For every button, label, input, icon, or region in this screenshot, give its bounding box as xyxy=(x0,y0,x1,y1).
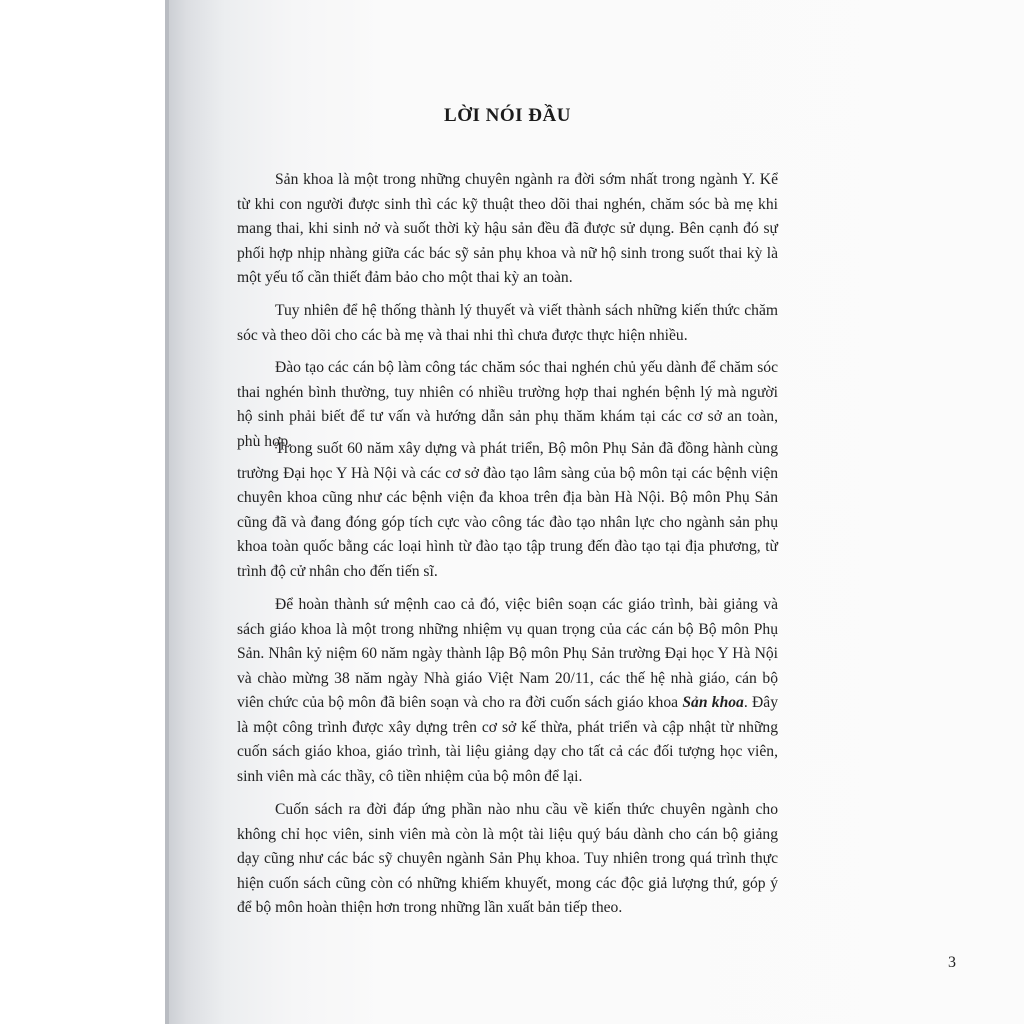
paragraph-3: Đào tạo các cán bộ làm công tác chăm sóc thai nghén chủ yếu dành để chăm sóc thai nghén bình thường, tuy nhiên có nhiều trường hợp thai nghén bệnh lý mà người hộ sinh phải biết để tư vấn và hướng dẫn sản phụ thăm khám tại các cơ sở an toàn, phù hợp. xyxy=(237,359,778,450)
book-title-emphasis: Sản khoa xyxy=(682,694,744,711)
paragraph-5-after: . Đây là một công trình được xây dựng trên cơ sở kế thừa, phát triển và cập nhật từ những cuốn sách giáo khoa, giáo trình, tài liệu giảng dạy cho tất cả các đối tượng học viên, sinh viên mà các thầy, cô tiền nhiệm của bộ môn để lại. xyxy=(237,694,778,785)
paragraph-6: Cuốn sách ra đời đáp ứng phần nào nhu cầu về kiến thức chuyên ngành cho không chỉ học viên, sinh viên mà còn là một tài liệu quý báu dành cho cán bộ giảng dạy cũng như các bác sỹ chuyên ngành Sản Phụ khoa. Tuy nhiên trong quá trình thực hiện cuốn sách cũng còn có những khiếm khuyết, mong các độc giả lượng thứ, góp ý để bộ môn hoàn thiện hơn trong những lần xuất bản tiếp theo. xyxy=(237,801,778,916)
paragraph-4: Trong suốt 60 năm xây dựng và phát triển, Bộ môn Phụ Sản đã đồng hành cùng trường Đại học Y Hà Nội và các cơ sở đào tạo lâm sàng của bộ môn tại các bệnh viện chuyên khoa cũng như các bệnh viện đa khoa trên địa bàn Hà Nội. Bộ môn Phụ Sản cũng đã và đang đóng góp tích cực vào công tác đào tạo nhân lực cho ngành sản phụ khoa toàn quốc bằng các loại hình từ đào tạo tập trung đến đào tạo tại địa phương, từ trình độ cử nhân cho đến tiến sĩ. xyxy=(237,440,778,580)
paragraph-5-before: Để hoàn thành sứ mệnh cao cả đó, việc biên soạn các giáo trình, bài giảng và sách giáo khoa là một trong những nhiệm vụ quan trọng của các cán bộ Bộ môn Phụ Sản. Nhân kỷ niệm 60 năm ngày thành lập Bộ môn Phụ Sản trường Đại học Y Hà Nội và chào mừng 38 năm ngày Nhà giáo Việt Nam 20/11, các thế hệ nhà giáo, cán bộ viên chức của bộ môn đã biên soạn và cho ra đời cuốn sách giáo khoa xyxy=(237,596,778,711)
paragraph-5 xyxy=(237,593,778,789)
paragraph-2: Tuy nhiên để hệ thống thành lý thuyết và viết thành sách những kiến thức chăm sóc và theo dõi cho các bà mẹ và thai nhi thì chưa được thực hiện nhiều. xyxy=(237,302,778,344)
page-number: 3 xyxy=(948,954,956,971)
book-page xyxy=(165,0,1024,1024)
paragraph-1: Sản khoa là một trong những chuyên ngành ra đời sớm nhất trong ngành Y. Kể từ khi con người được sinh thì các kỹ thuật theo dõi thai nghén, chăm sóc bà mẹ khi mang thai, khi sinh nở và suốt thời kỳ hậu sản đều đã được sử dụng. Bên cạnh đó sự phối hợp nhịp nhàng giữa các bác sỹ sản phụ khoa và nữ hộ sinh trong suốt thai kỳ là một yếu tố cần thiết đảm bảo cho một thai kỳ an toàn. xyxy=(237,171,778,286)
page-title: LỜI NÓI ĐẦU xyxy=(444,105,571,126)
